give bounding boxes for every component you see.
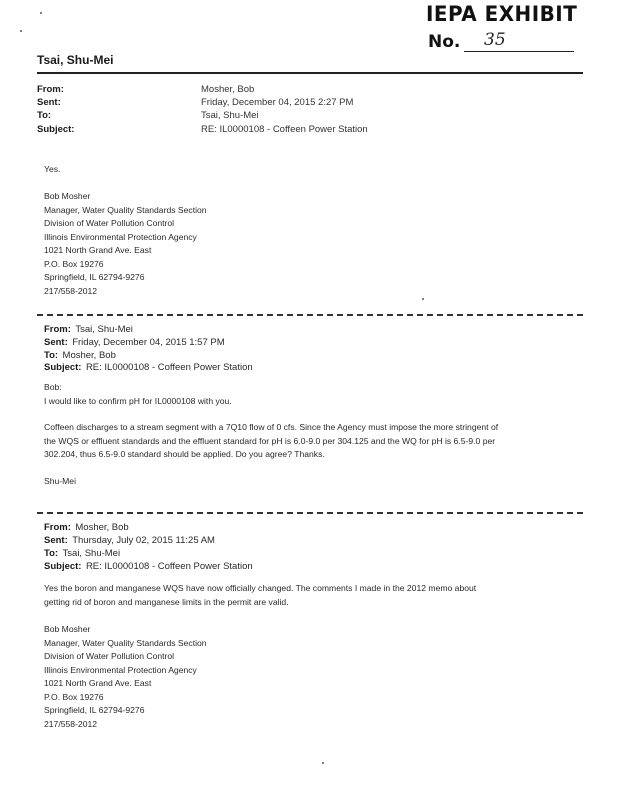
- sent-value: Friday, December 04, 2015 1:57 PM: [72, 337, 225, 348]
- subject-label: Subject:: [44, 561, 82, 572]
- subject-label: Subject:: [44, 362, 82, 373]
- signature-line: P.O. Box 19276: [44, 691, 104, 702]
- signature-line: Division of Water Pollution Control: [44, 651, 175, 661]
- message-separator: [37, 512, 583, 514]
- sender-sign: Shu-Mei: [44, 476, 76, 486]
- greeting: Bob:: [44, 382, 62, 392]
- stamp-no-label: No.: [428, 32, 461, 52]
- paragraph: I would like to confirm pH for IL0000108 with you.: [44, 396, 232, 406]
- to-value: Tsai, Shu-Mei: [62, 548, 121, 559]
- signature-line: 1021 North Grand Ave. East: [44, 678, 152, 688]
- paragraph-line: Yes the boron and manganese WQS have now officially changed. The comments I made in the 2012 memo about: [44, 583, 477, 593]
- sent-label: Sent:: [44, 337, 68, 348]
- to-label: To:: [44, 548, 59, 559]
- to-label: To:: [37, 110, 52, 121]
- to-label: To:: [44, 350, 59, 361]
- signature-line: Illinois Environmental Protection Agency: [44, 231, 197, 242]
- signature-line: 1021 North Grand Ave. East: [44, 245, 152, 255]
- scan-speck: [322, 762, 324, 764]
- reply-body: Yes.: [44, 164, 61, 174]
- subject-value: RE: IL0000108 - Coffeen Power Station: [201, 124, 368, 135]
- sent-value: Friday, December 04, 2015 2:27 PM: [201, 97, 354, 108]
- signature-line: Bob Mosher: [44, 191, 91, 201]
- to-value: Tsai, Shu-Mei: [201, 110, 259, 121]
- signature-line: Bob Mosher: [44, 624, 91, 634]
- from-value: Mosher, Bob: [75, 522, 129, 533]
- sent-label: Sent:: [37, 97, 61, 108]
- signature-line: Springfield, IL 62794-9276: [44, 705, 145, 715]
- sent-value: Thursday, July 02, 2015 11:25 AM: [72, 535, 215, 546]
- paragraph: [44, 582, 476, 609]
- paragraph-line: getting rid of boron and manganese limits in the permit are valid.: [44, 596, 289, 607]
- exhibit-stamp: [426, 2, 596, 62]
- signature-block: [44, 190, 207, 298]
- subject-value: RE: IL0000108 - Coffeen Power Station: [85, 561, 253, 572]
- mailbox-owner: Tsai, Shu-Mei: [37, 53, 114, 67]
- signature-line: Division of Water Pollution Control: [44, 218, 175, 228]
- message-separator: [37, 314, 583, 316]
- signature-block: [44, 623, 207, 731]
- from-value: Mosher, Bob: [201, 84, 255, 95]
- from-label: From:: [44, 522, 71, 533]
- signature-line: Manager, Water Quality Standards Section: [44, 637, 207, 648]
- stamp-underline: [464, 51, 574, 52]
- signature-line: Springfield, IL 62794-9276: [44, 272, 145, 282]
- stamp-title: IEPA EXHIBIT: [426, 2, 578, 26]
- stamp-number: 35: [484, 30, 506, 50]
- header-rule: [37, 72, 583, 74]
- signature-line: P.O. Box 19276: [44, 258, 104, 269]
- paragraph-line: the WQS or effluent standards and the effluent standard for pH is 6.0-9.0 per 304.125 and the WQ for pH is 6.5-9.0 per: [44, 435, 496, 446]
- scan-speck: [40, 12, 42, 14]
- paragraph-line: 302.204, thus 6.5-9.0 standard should be applied. Do you agree? Thanks.: [44, 449, 325, 459]
- signature-line: Manager, Water Quality Standards Section: [44, 204, 207, 215]
- scan-speck: [422, 298, 424, 300]
- to-value: Mosher, Bob: [62, 350, 116, 361]
- subject-value: RE: IL0000108 - Coffeen Power Station: [85, 362, 253, 373]
- from-label: From:: [37, 84, 64, 95]
- sent-label: Sent:: [44, 535, 68, 546]
- from-label: From:: [44, 324, 71, 335]
- paragraph-line: Coffeen discharges to a stream segment with a 7Q10 flow of 0 cfs. Since the Agency must impose the more stringent of: [44, 422, 499, 432]
- scan-speck: [20, 30, 22, 32]
- signature-line: 217/558-2012: [44, 285, 98, 296]
- subject-label: Subject:: [37, 124, 75, 135]
- signature-line: Illinois Environmental Protection Agency: [44, 664, 197, 675]
- signature-line: 217/558-2012: [44, 718, 98, 729]
- from-value: Tsai, Shu-Mei: [75, 324, 133, 335]
- paragraph: [44, 421, 498, 462]
